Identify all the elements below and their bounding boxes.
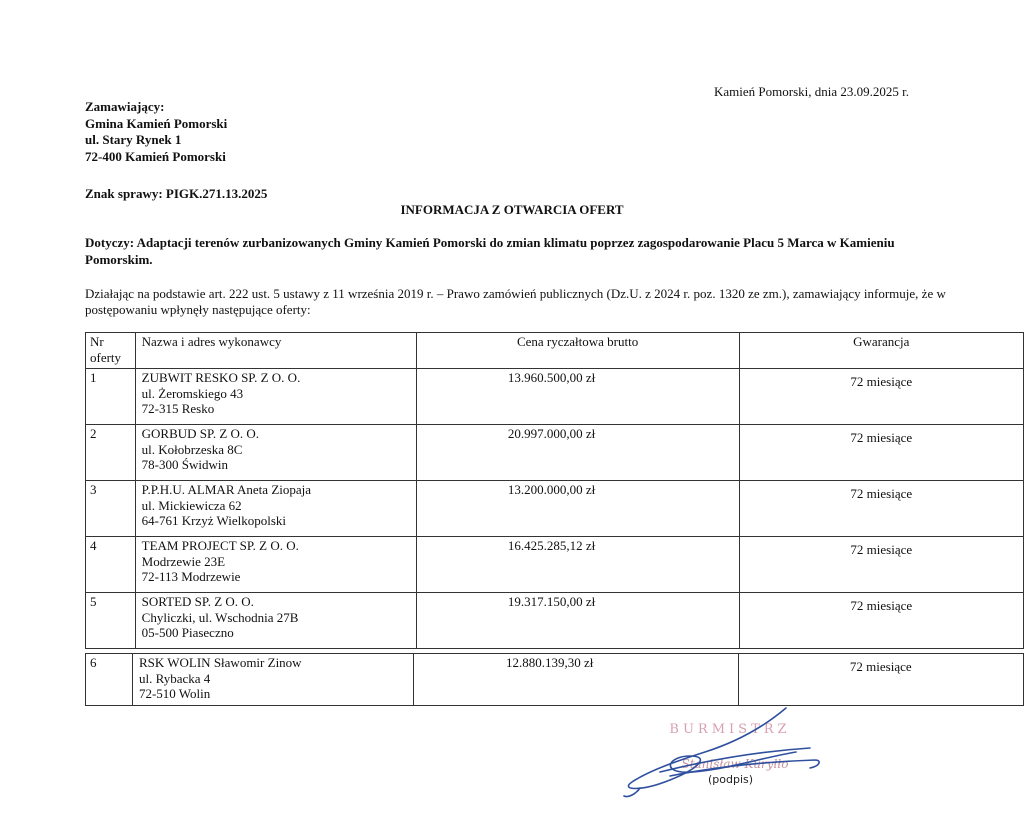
contractor-street: ul. Mickiewicza 62 xyxy=(141,497,242,513)
contractor-street: ul. Rybacka 4 xyxy=(138,670,211,686)
offer-price: 20.997.000,00 zł xyxy=(416,425,739,481)
table-row xyxy=(86,654,1024,706)
contractor-city: 72-113 Modrzewie xyxy=(141,569,241,584)
contractor-name: P.P.H.U. ALMAR Aneta Ziopaja xyxy=(141,482,312,497)
offer-price: 13.960.500,00 zł xyxy=(416,369,739,425)
intro-paragraph: Działając na podstawie art. 222 ust. 5 ustawy z 11 września 2019 r. – Prawo zamówień publicznych (Dz.U. z 2024 r. poz. 1320 ze zm.), zamawiający informuje, że w postępowaniu wpłynęły następujące oferty: xyxy=(85,286,946,317)
offer-nr: 6 xyxy=(86,654,133,706)
offer-warranty: 72 miesiące xyxy=(739,369,1023,425)
offers-table xyxy=(85,332,1024,649)
table-row xyxy=(86,481,1024,537)
contractor-street: ul. Żeromskiego 43 xyxy=(141,385,244,401)
offers-table-continued xyxy=(85,653,1024,706)
case-number: Znak sprawy: PIGK.271.13.2025 xyxy=(85,186,268,201)
buyer-name: Gmina Kamień Pomorski xyxy=(85,115,228,131)
document-title: INFORMACJA Z OTWARCIA OFERT xyxy=(400,202,624,217)
offer-contractor xyxy=(135,369,416,425)
contractor-name: ZUBWIT RESKO SP. Z O. O. xyxy=(141,370,301,385)
offer-nr: 3 xyxy=(86,481,136,537)
offer-contractor xyxy=(135,537,416,593)
offer-nr: 2 xyxy=(86,425,136,481)
contractor-city: 72-315 Resko xyxy=(141,401,215,416)
contractor-city: 72-510 Wolin xyxy=(138,686,211,701)
signature-caption: (podpis) xyxy=(708,773,754,786)
table-header-row xyxy=(86,333,1024,369)
offer-nr: 4 xyxy=(86,537,136,593)
offer-warranty: 72 miesiące xyxy=(739,593,1023,649)
offer-warranty: 72 miesiące xyxy=(739,537,1023,593)
offer-contractor xyxy=(135,593,416,649)
offer-price: 12.880.139,30 zł xyxy=(413,654,738,706)
header-warranty: Gwarancja xyxy=(739,333,1023,369)
table-row xyxy=(86,537,1024,593)
offer-warranty: 72 miesiące xyxy=(739,425,1023,481)
contractor-street: Modrzewie 23E xyxy=(141,553,226,569)
contractor-street: Chyliczki, ul. Wschodnia 27B xyxy=(141,609,299,625)
mayor-stamp: BURMISTRZ xyxy=(669,722,791,737)
header-name: Nazwa i adres wykonawcy xyxy=(135,333,416,369)
header-nr-line2: oferty xyxy=(90,349,122,365)
offer-warranty: 72 miesiące xyxy=(739,481,1023,537)
contractor-city: 05-500 Piaseczno xyxy=(141,625,234,640)
contractor-city: 64-761 Krzyż Wielkopolski xyxy=(141,513,287,528)
contractor-street: ul. Kołobrzeska 8C xyxy=(141,441,243,457)
subject-paragraph: Dotyczy: Adaptacji terenów zurbanizowanych Gminy Kamień Pomorski do zmian klimatu poprzez zagospodarowanie Placu 5 Marca w Kamieniu Pomorskim. xyxy=(85,235,895,267)
contractor-city: 78-300 Świdwin xyxy=(141,457,228,472)
header-nr xyxy=(86,333,136,369)
place-and-date: Kamień Pomorski, dnia 23.09.2025 r. xyxy=(714,84,909,99)
mayor-stamp-name: Stanisław Kuryłło xyxy=(681,757,789,771)
buyer-city: 72-400 Kamień Pomorski xyxy=(85,148,226,164)
offer-contractor xyxy=(135,481,416,537)
offer-warranty: 72 miesiące xyxy=(738,654,1023,706)
offer-contractor xyxy=(132,654,413,706)
offer-nr: 1 xyxy=(86,369,136,425)
contractor-name: SORTED SP. Z O. O. xyxy=(141,594,254,609)
offer-price: 13.200.000,00 zł xyxy=(416,481,739,537)
offer-contractor xyxy=(135,425,416,481)
table-row xyxy=(86,593,1024,649)
offer-price: 16.425.285,12 zł xyxy=(416,537,739,593)
header-price: Cena ryczałtowa brutto xyxy=(416,333,739,369)
contractor-name: RSK WOLIN Sławomir Zinow xyxy=(138,655,302,670)
contractor-name: TEAM PROJECT SP. Z O. O. xyxy=(141,538,299,553)
buyer-street: ul. Stary Rynek 1 xyxy=(85,132,182,148)
table-row xyxy=(86,425,1024,481)
buyer-block xyxy=(85,99,227,165)
contractor-name: GORBUD SP. Z O. O. xyxy=(141,426,260,441)
table-row xyxy=(86,369,1024,425)
header-nr-line1: Nr xyxy=(90,334,104,349)
offer-nr: 5 xyxy=(86,593,136,649)
buyer-label: Zamawiający: xyxy=(85,99,165,114)
offer-price: 19.317.150,00 zł xyxy=(416,593,739,649)
